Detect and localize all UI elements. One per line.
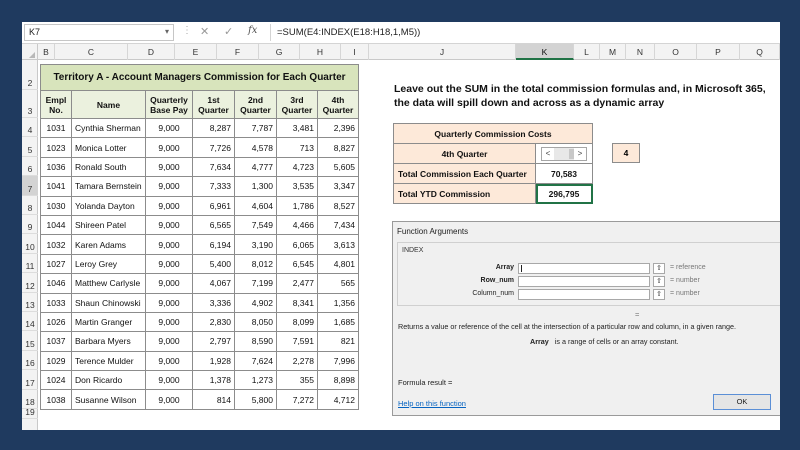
column-header-q[interactable]: Q bbox=[740, 44, 780, 60]
commission-summary bbox=[393, 123, 593, 204]
quarter-scrollbar[interactable] bbox=[541, 147, 587, 161]
column-header-l[interactable]: L bbox=[574, 44, 600, 60]
help-link[interactable]: Help on this function bbox=[398, 399, 466, 408]
table-cell[interactable]: 814 bbox=[193, 390, 235, 409]
argument-description-text: is a range of cells or an array constant. bbox=[554, 337, 679, 346]
table-cell[interactable]: 7,996 bbox=[318, 351, 359, 370]
table-cell[interactable]: 4,604 bbox=[235, 196, 277, 215]
row-header-8[interactable] bbox=[22, 196, 38, 215]
table-cell[interactable]: 7,591 bbox=[277, 332, 318, 351]
name-cell[interactable]: Yolanda Dayton bbox=[72, 196, 146, 215]
column-header-d[interactable]: D bbox=[128, 44, 175, 60]
table-cell[interactable]: 9,000 bbox=[146, 177, 193, 196]
table-cell[interactable]: 1033 bbox=[41, 293, 72, 312]
table-cell[interactable]: 8,827 bbox=[318, 138, 359, 157]
argument-label: Column_num bbox=[472, 290, 514, 297]
name-box-value: K7 bbox=[29, 27, 41, 37]
row-header-17[interactable] bbox=[22, 370, 38, 389]
table-cell[interactable]: 1027 bbox=[41, 254, 72, 273]
table-cell[interactable]: 565 bbox=[318, 274, 359, 293]
table-cell[interactable]: 8,012 bbox=[235, 254, 277, 273]
row-header-label: 10 bbox=[25, 241, 35, 252]
table-cell[interactable]: 1,786 bbox=[277, 196, 318, 215]
row-header-label: 7 bbox=[27, 183, 33, 194]
argument-input[interactable] bbox=[518, 276, 650, 287]
table-row bbox=[41, 254, 359, 273]
table-cell[interactable]: 4,466 bbox=[277, 215, 318, 234]
table-row bbox=[41, 312, 359, 331]
table-cell[interactable]: 4,902 bbox=[235, 293, 277, 312]
column-header-i[interactable]: I bbox=[341, 44, 369, 60]
ytd-value[interactable]: 296,795 bbox=[536, 184, 593, 204]
table-cell[interactable]: 7,272 bbox=[277, 390, 318, 409]
row-header-label: 12 bbox=[25, 280, 35, 291]
column-header-c[interactable]: C bbox=[55, 44, 128, 60]
table-cell[interactable]: 1038 bbox=[41, 390, 72, 409]
argument-row-row-num bbox=[398, 276, 780, 288]
column-header-o[interactable]: O bbox=[655, 44, 697, 60]
table-cell[interactable]: 3,613 bbox=[318, 235, 359, 254]
table-row bbox=[41, 119, 359, 138]
row-header-12[interactable] bbox=[22, 273, 38, 292]
argument-label: Array bbox=[495, 264, 514, 271]
argument-result bbox=[670, 264, 706, 271]
table-cell[interactable]: 7,787 bbox=[235, 119, 277, 138]
row-header-label: 4 bbox=[27, 125, 33, 136]
argument-result bbox=[670, 290, 700, 297]
column-header-p[interactable]: P bbox=[697, 44, 740, 60]
table-cell[interactable]: 2,830 bbox=[193, 312, 235, 331]
select-all-corner[interactable] bbox=[22, 44, 38, 60]
row-header-19[interactable] bbox=[22, 409, 38, 419]
commission-table bbox=[40, 64, 359, 410]
row-header-label: 13 bbox=[25, 299, 35, 310]
table-cell[interactable]: 7,549 bbox=[235, 215, 277, 234]
function-name: INDEX bbox=[402, 247, 424, 254]
collapse-dialog-icon[interactable]: ⇧ bbox=[653, 289, 665, 300]
table-cell[interactable]: 4,801 bbox=[318, 254, 359, 273]
table-cell[interactable]: 8,898 bbox=[318, 371, 359, 390]
table-cell[interactable]: 9,000 bbox=[146, 274, 193, 293]
argument-input[interactable] bbox=[518, 289, 650, 300]
row-header-label: 19 bbox=[25, 407, 35, 417]
name-cell[interactable]: Karen Adams bbox=[72, 235, 146, 254]
row-header-label: 14 bbox=[25, 319, 35, 330]
name-cell[interactable]: Monica Lotter bbox=[72, 138, 146, 157]
row-header-label: 3 bbox=[27, 106, 33, 116]
argument-equals: = bbox=[670, 264, 675, 271]
row-header-label: 5 bbox=[27, 144, 33, 155]
table-cell[interactable]: 1036 bbox=[41, 157, 72, 176]
name-box[interactable] bbox=[24, 24, 174, 41]
row-header-label: 9 bbox=[27, 222, 33, 233]
row-header-label: 2 bbox=[27, 78, 33, 88]
collapse-dialog-icon[interactable]: ⇧ bbox=[653, 276, 665, 287]
argument-equals: = bbox=[670, 290, 675, 297]
row-header-label: 17 bbox=[25, 377, 35, 388]
table-cell[interactable]: 8,050 bbox=[235, 312, 277, 331]
table-cell[interactable]: 9,000 bbox=[146, 312, 193, 331]
table-row bbox=[41, 235, 359, 254]
table-cell[interactable]: 5,400 bbox=[193, 254, 235, 273]
formula-bar bbox=[22, 22, 780, 44]
column-header-n[interactable]: N bbox=[626, 44, 655, 60]
table-cell[interactable]: 3,535 bbox=[277, 177, 318, 196]
column-header-h[interactable]: H bbox=[300, 44, 341, 60]
table-header-row bbox=[41, 91, 359, 119]
table-cell[interactable]: 9,000 bbox=[146, 254, 193, 273]
scroll-right-button[interactable]: > bbox=[577, 148, 583, 158]
table-cell[interactable]: 9,000 bbox=[146, 351, 193, 370]
column-header-cell[interactable]: 2nd Quarter bbox=[235, 91, 277, 119]
row-header-label: 16 bbox=[25, 358, 35, 369]
summary-title[interactable]: Quarterly Commission Costs bbox=[394, 124, 593, 144]
table-cell[interactable]: 1032 bbox=[41, 235, 72, 254]
table-cell[interactable]: 4,712 bbox=[318, 390, 359, 409]
argument-equals: = bbox=[670, 277, 675, 284]
scroll-left-button[interactable]: < bbox=[545, 148, 551, 158]
name-cell[interactable]: Martin Granger bbox=[72, 312, 146, 331]
row-header-13[interactable] bbox=[22, 293, 38, 312]
quarter-number-cell[interactable]: 4 bbox=[612, 143, 640, 163]
table-cell[interactable]: 8,590 bbox=[235, 332, 277, 351]
table-row bbox=[41, 351, 359, 370]
table-cell[interactable]: 2,477 bbox=[277, 274, 318, 293]
name-cell[interactable]: Ronald South bbox=[72, 157, 146, 176]
table-cell[interactable]: 6,065 bbox=[277, 235, 318, 254]
table-row bbox=[41, 390, 359, 409]
table-cell[interactable]: 4,777 bbox=[235, 157, 277, 176]
table-cell[interactable]: 1,273 bbox=[235, 371, 277, 390]
table-cell[interactable]: 5,800 bbox=[235, 390, 277, 409]
row-header-7[interactable] bbox=[22, 176, 38, 195]
name-cell[interactable]: Leroy Grey bbox=[72, 254, 146, 273]
instruction-note[interactable]: Leave out the SUM in the total commission formulas and, in Microsoft 365, the data will spill down and across as a dynamic array bbox=[394, 83, 766, 109]
column-header-cell[interactable]: 3rd Quarter bbox=[277, 91, 318, 119]
row-header-10[interactable] bbox=[22, 234, 38, 253]
table-cell[interactable]: 1,300 bbox=[235, 177, 277, 196]
column-header-j[interactable]: J bbox=[369, 44, 516, 60]
row-header-16[interactable] bbox=[22, 351, 38, 370]
row-header-5[interactable] bbox=[22, 137, 38, 156]
row-header-3[interactable] bbox=[22, 90, 38, 118]
table-cell[interactable]: 1,928 bbox=[193, 351, 235, 370]
argument-result-type: number bbox=[676, 290, 700, 297]
more-options-icon: ⋮ bbox=[182, 25, 192, 36]
scroll-thumb[interactable] bbox=[569, 149, 574, 159]
table-cell[interactable]: 9,000 bbox=[146, 293, 193, 312]
function-description: Returns a value or reference of the cell at the intersection of a particular row and column, in a given range. bbox=[398, 322, 736, 331]
table-row bbox=[41, 157, 359, 176]
column-header-f[interactable]: F bbox=[217, 44, 259, 60]
table-cell[interactable]: 3,190 bbox=[235, 235, 277, 254]
table-cell[interactable]: 1046 bbox=[41, 274, 72, 293]
argument-result bbox=[670, 277, 700, 284]
table-cell[interactable]: 4,723 bbox=[277, 157, 318, 176]
table-cell[interactable]: 1031 bbox=[41, 119, 72, 138]
ytd-label[interactable]: Total YTD Commission bbox=[394, 184, 536, 204]
row-header-14[interactable] bbox=[22, 312, 38, 331]
table-title[interactable]: Territory A - Account Managers Commission for Each Quarter bbox=[41, 65, 359, 91]
table-row bbox=[41, 371, 359, 390]
scroll-track[interactable] bbox=[554, 148, 574, 160]
table-cell[interactable]: 1,378 bbox=[193, 371, 235, 390]
column-header-g[interactable]: G bbox=[259, 44, 300, 60]
table-cell[interactable]: 1029 bbox=[41, 351, 72, 370]
argument-input[interactable] bbox=[518, 263, 650, 274]
row-header-9[interactable] bbox=[22, 215, 38, 234]
table-cell[interactable]: 9,000 bbox=[146, 235, 193, 254]
table-cell[interactable]: 6,194 bbox=[193, 235, 235, 254]
table-cell[interactable]: 6,565 bbox=[193, 215, 235, 234]
collapse-dialog-icon[interactable]: ⇧ bbox=[653, 263, 665, 274]
table-cell[interactable]: 1,685 bbox=[318, 312, 359, 331]
table-row bbox=[41, 215, 359, 234]
table-row bbox=[41, 177, 359, 196]
table-cell[interactable]: 4,578 bbox=[235, 138, 277, 157]
table-cell[interactable]: 9,000 bbox=[146, 215, 193, 234]
name-cell[interactable]: Cynthia Sherman bbox=[72, 119, 146, 138]
table-cell[interactable]: 1024 bbox=[41, 371, 72, 390]
name-cell[interactable]: Tamara Bernstein bbox=[72, 177, 146, 196]
table-cell[interactable]: 3,336 bbox=[193, 293, 235, 312]
table-cell[interactable]: 9,000 bbox=[146, 371, 193, 390]
quarter-scrollbar-cell[interactable] bbox=[536, 144, 593, 164]
excel-window bbox=[22, 22, 780, 430]
table-row bbox=[41, 274, 359, 293]
column-header-cell[interactable]: Name bbox=[72, 91, 146, 119]
table-row bbox=[41, 196, 359, 215]
name-cell[interactable]: Terence Mulder bbox=[72, 351, 146, 370]
table-cell[interactable]: 9,000 bbox=[146, 138, 193, 157]
name-cell[interactable]: Shaun Chinowski bbox=[72, 293, 146, 312]
formula-input[interactable]: =SUM(E4:INDEX(E18:H18,1,M5)) bbox=[270, 24, 776, 41]
column-header-cell[interactable]: Empl No. bbox=[41, 91, 72, 119]
column-headers bbox=[22, 44, 780, 60]
table-cell[interactable]: 7,199 bbox=[235, 274, 277, 293]
table-cell[interactable]: 7,726 bbox=[193, 138, 235, 157]
table-cell[interactable]: 7,624 bbox=[235, 351, 277, 370]
quarter-label[interactable]: 4th Quarter bbox=[394, 144, 536, 164]
argument-row-column-num bbox=[398, 289, 780, 301]
dialog-title: Function Arguments bbox=[397, 227, 469, 236]
row-header-label: 18 bbox=[25, 396, 35, 407]
table-cell[interactable]: 6,961 bbox=[193, 196, 235, 215]
name-cell[interactable]: Barbara Myers bbox=[72, 332, 146, 351]
column-header-m[interactable]: M bbox=[600, 44, 626, 60]
name-cell[interactable]: Shireen Patel bbox=[72, 215, 146, 234]
table-cell[interactable]: 1044 bbox=[41, 215, 72, 234]
table-cell[interactable]: 7,333 bbox=[193, 177, 235, 196]
column-header-e[interactable]: E bbox=[175, 44, 217, 60]
column-header-cell[interactable]: 4th Quarter bbox=[318, 91, 359, 119]
table-cell[interactable]: 7,434 bbox=[318, 215, 359, 234]
argument-description-name: Array bbox=[530, 337, 549, 346]
table-cell[interactable]: 821 bbox=[318, 332, 359, 351]
formula-result: Formula result = bbox=[398, 378, 453, 387]
row-header-label: 8 bbox=[27, 202, 33, 213]
table-cell[interactable]: 9,000 bbox=[146, 332, 193, 351]
table-cell[interactable]: 713 bbox=[277, 138, 318, 157]
name-cell[interactable]: Matthew Carlysle bbox=[72, 274, 146, 293]
column-header-b[interactable]: B bbox=[38, 44, 55, 60]
row-header-4[interactable] bbox=[22, 118, 38, 137]
table-cell[interactable]: 5,605 bbox=[318, 157, 359, 176]
column-header-cell[interactable]: Quarterly Base Pay bbox=[146, 91, 193, 119]
each-quarter-value[interactable]: 70,583 bbox=[536, 164, 593, 184]
table-cell[interactable]: 4,067 bbox=[193, 274, 235, 293]
row-header-label: 11 bbox=[25, 261, 35, 272]
table-cell[interactable]: 8,341 bbox=[277, 293, 318, 312]
table-cell[interactable]: 8,527 bbox=[318, 196, 359, 215]
function-arguments-dialog bbox=[392, 221, 780, 416]
column-header-cell[interactable]: 1st Quarter bbox=[193, 91, 235, 119]
result-equals: = bbox=[635, 310, 640, 319]
check-icon[interactable]: ✓ bbox=[224, 26, 234, 38]
name-cell[interactable]: Don Ricardo bbox=[72, 371, 146, 390]
row-headers bbox=[22, 60, 38, 430]
table-cell[interactable]: 1023 bbox=[41, 138, 72, 157]
chevron-down-icon[interactable]: ▾ bbox=[164, 27, 169, 36]
row-header-label: 15 bbox=[25, 338, 35, 349]
table-cell[interactable]: 1037 bbox=[41, 332, 72, 351]
table-cell[interactable]: 8,287 bbox=[193, 119, 235, 138]
argument-row-array bbox=[398, 263, 780, 275]
each-quarter-label[interactable]: Total Commission Each Quarter bbox=[394, 164, 536, 184]
table-cell[interactable]: 9,000 bbox=[146, 390, 193, 409]
table-cell[interactable]: 7,634 bbox=[193, 157, 235, 176]
table-cell[interactable]: 1030 bbox=[41, 196, 72, 215]
table-cell[interactable]: 9,000 bbox=[146, 119, 193, 138]
argument-result-type: number bbox=[676, 277, 700, 284]
table-row bbox=[41, 332, 359, 351]
row-header-15[interactable] bbox=[22, 331, 38, 350]
table-cell[interactable]: 8,099 bbox=[277, 312, 318, 331]
row-header-2[interactable] bbox=[22, 64, 38, 90]
table-row bbox=[41, 293, 359, 312]
table-cell[interactable]: 6,545 bbox=[277, 254, 318, 273]
row-header-11[interactable] bbox=[22, 254, 38, 273]
table-cell[interactable]: 9,000 bbox=[146, 196, 193, 215]
table-cell[interactable]: 2,396 bbox=[318, 119, 359, 138]
table-cell[interactable]: 9,000 bbox=[146, 157, 193, 176]
cancel-icon[interactable]: ✕ bbox=[200, 26, 210, 38]
ok-button[interactable]: OK bbox=[713, 394, 771, 410]
table-cell[interactable]: 1026 bbox=[41, 312, 72, 331]
table-cell[interactable]: 1041 bbox=[41, 177, 72, 196]
name-cell[interactable]: Susanne Wilson bbox=[72, 390, 146, 409]
argument-description bbox=[530, 337, 679, 346]
row-header-6[interactable] bbox=[22, 157, 38, 176]
insert-function-icon[interactable]: fx bbox=[248, 25, 258, 36]
table-row bbox=[41, 138, 359, 157]
table-cell[interactable]: 355 bbox=[277, 371, 318, 390]
argument-label: Row_num bbox=[480, 277, 514, 284]
table-cell[interactable]: 2,797 bbox=[193, 332, 235, 351]
column-header-k[interactable]: K bbox=[516, 44, 574, 60]
argument-group bbox=[397, 242, 780, 306]
table-cell[interactable]: 3,481 bbox=[277, 119, 318, 138]
table-cell[interactable]: 3,347 bbox=[318, 177, 359, 196]
table-cell[interactable]: 2,278 bbox=[277, 351, 318, 370]
table-cell[interactable]: 1,356 bbox=[318, 293, 359, 312]
argument-result-type: reference bbox=[676, 264, 706, 271]
row-header-label: 6 bbox=[27, 164, 33, 175]
